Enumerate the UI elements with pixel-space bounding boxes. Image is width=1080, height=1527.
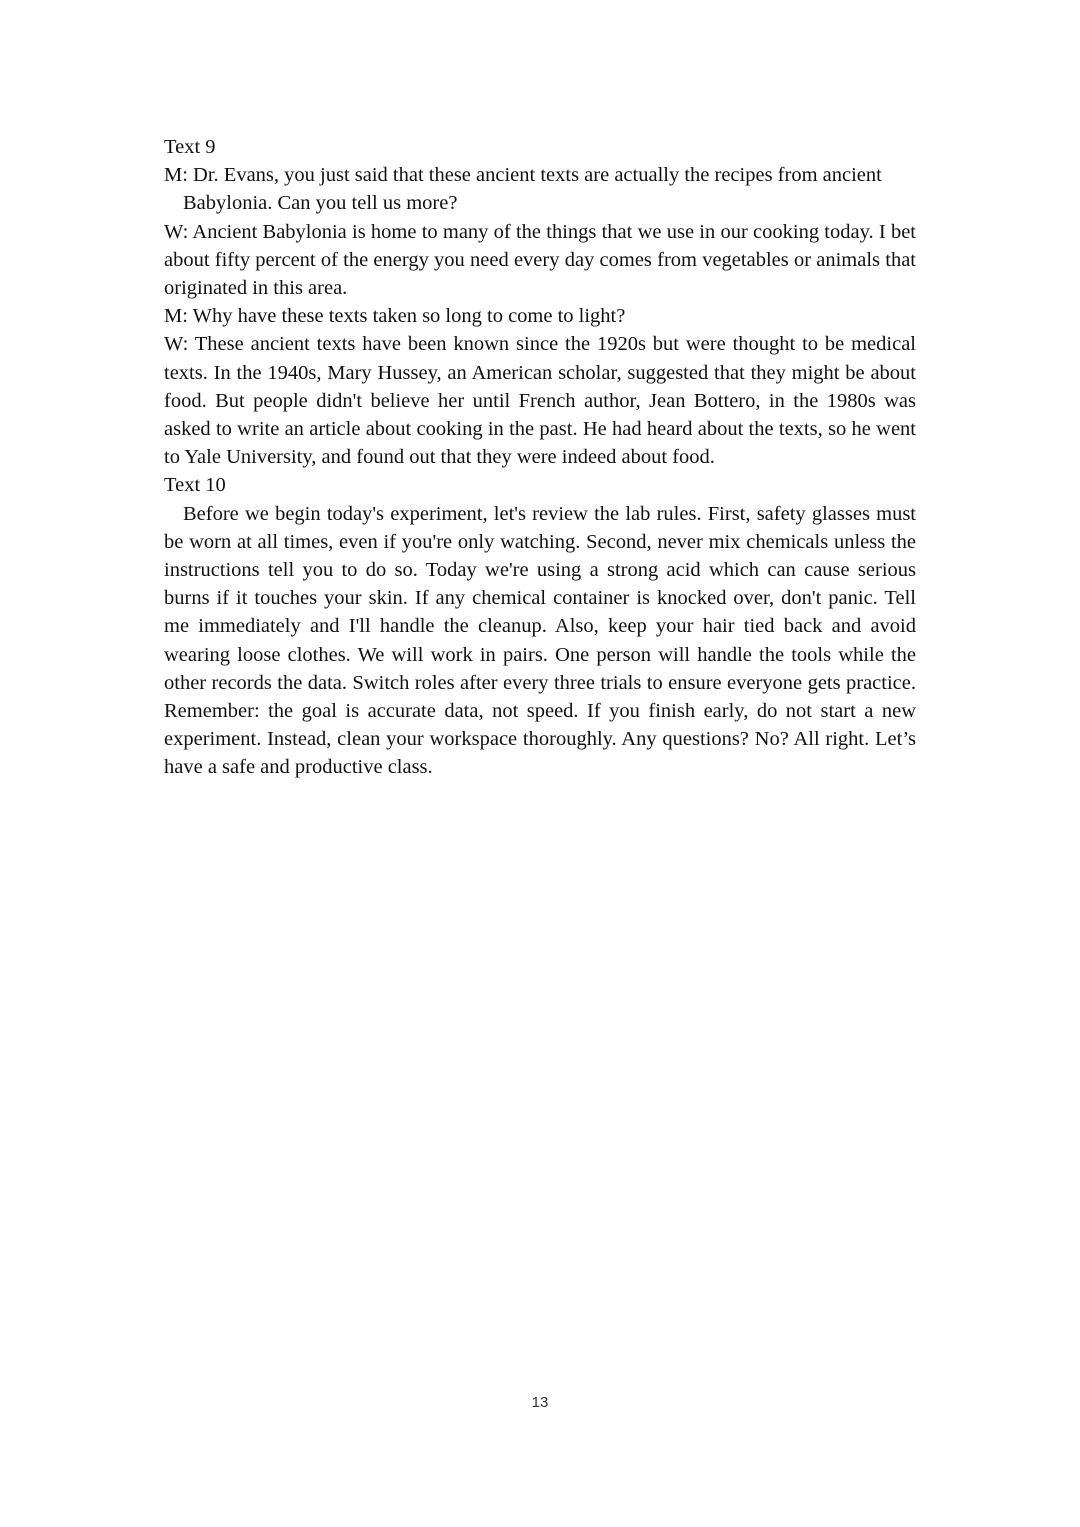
text9-dialogue-line-2: W: Ancient Babylonia is home to many of the things that we use in our cooking today. I bet about fifty percent of the energy you need every day comes from vegetables or animals that originated in this area. (164, 220, 916, 300)
text9-line-1-continuation: Babylonia. Can you tell us more? (183, 192, 458, 215)
text9-dialogue-line-1 (164, 161, 916, 217)
text9-dialogue-line-4: W: These ancient texts have been known since the 1920s but were thought to be medical texts. In the 1940s, Mary Hussey, an American scholar, suggested that they might be about food. But people didn't believe her until French author, Jean Bottero, in the 1980s was asked to write an article about cooking in the past. He had heard about the texts, so he went to Yale University, and found out that they were indeed about food. (164, 333, 916, 469)
document-body (164, 133, 916, 782)
page-number: 13 (531, 1394, 549, 1411)
text10-paragraph: Before we begin today's experiment, let's review the lab rules. First, safety glasses must be worn at all times, even if you're only watching. Second, never mix chemicals unless the instructions tell you to do so. Today we're using a strong acid which can cause serious burns if it touches your skin. If any chemical container is knocked over, don't panic. Tell me immediately and I'll handle the cleanup. Also, keep your hair tied back and avoid wearing loose clothes. We will work in pairs. One person will handle the tools while the other records the data. Switch roles after every three trials to ensure everyone gets practice. Remember: the goal is accurate data, not speed. If you finish early, do not start a new experiment. Instead, clean your workspace thoroughly. Any questions? No? All right. Let’s have a safe and productive class. (164, 502, 916, 779)
text9-heading: Text 9 (164, 136, 216, 158)
text9-dialogue-line-3: M: Why have these texts taken so long to come to light? (164, 305, 626, 328)
text9-line-1-first: M: Dr. Evans, you just said that these ancient texts are actually the recipes from ancient (164, 164, 882, 187)
text10-heading: Text 10 (164, 474, 226, 497)
